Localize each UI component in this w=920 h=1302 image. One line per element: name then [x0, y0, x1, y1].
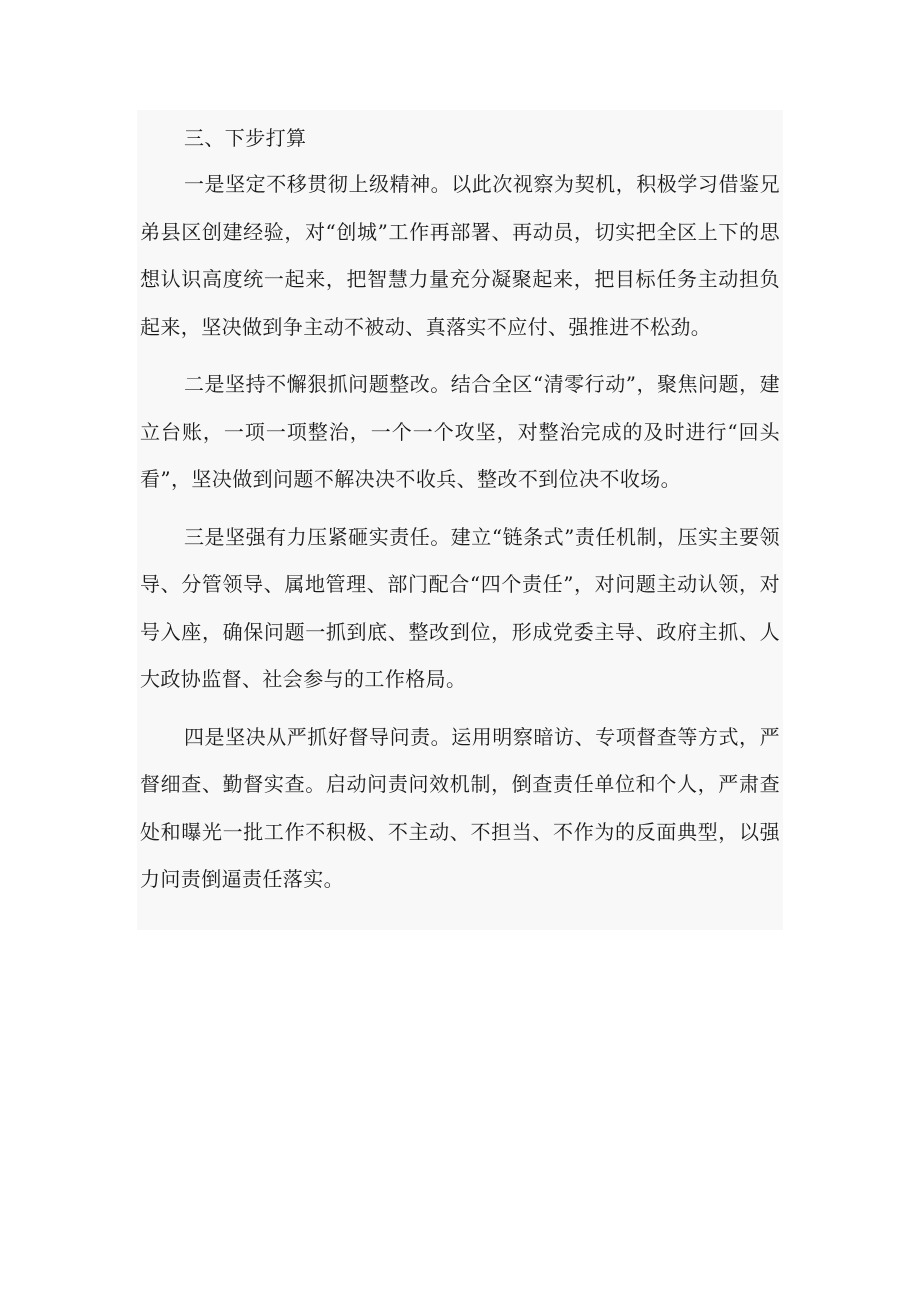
paragraph-1: 一是坚定不移贯彻上级精神。以此次视察为契机，积极学习借鉴兄弟县区创建经验，对“创城”工作再部署、再动员，切实把全区上下的思想认识高度统一起来，把智慧力量充分凝聚起来，把目标任务主动担负起来，坚决做到争主动不被动、真落实不应付、强推进不松劲。: [140, 172, 780, 339]
paragraph-2: 二是坚持不懈狠抓问题整改。结合全区“清零行动”，聚焦问题，建立台账，一项一项整治，一个一个攻坚，对整治完成的及时进行“回头看”，坚决做到问题不解决决不收兵、整改不到位决不收场。: [140, 372, 780, 491]
section-heading: 三、下步打算: [184, 126, 307, 150]
paragraph-3: 三是坚强有力压紧砸实责任。建立“链条式”责任机制，压实主要领导、分管领导、属地管理、部门配合“四个责任”，对问题主动认领，对号入座，确保问题一抓到底、整改到位，形成党委主导、政府主抓、人大政协监督、社会参与的工作格局。: [140, 524, 780, 691]
paragraph-4: 四是坚决从严抓好督导问责。运用明察暗访、专项督查等方式，严督细查、勤督实查。启动问责问效机制，倒查责任单位和个人，严肃查处和曝光一批工作不积极、不主动、不担当、不作为的反面典型，以强力问责倒逼责任落实。: [140, 724, 780, 891]
text-block: [137, 110, 783, 930]
